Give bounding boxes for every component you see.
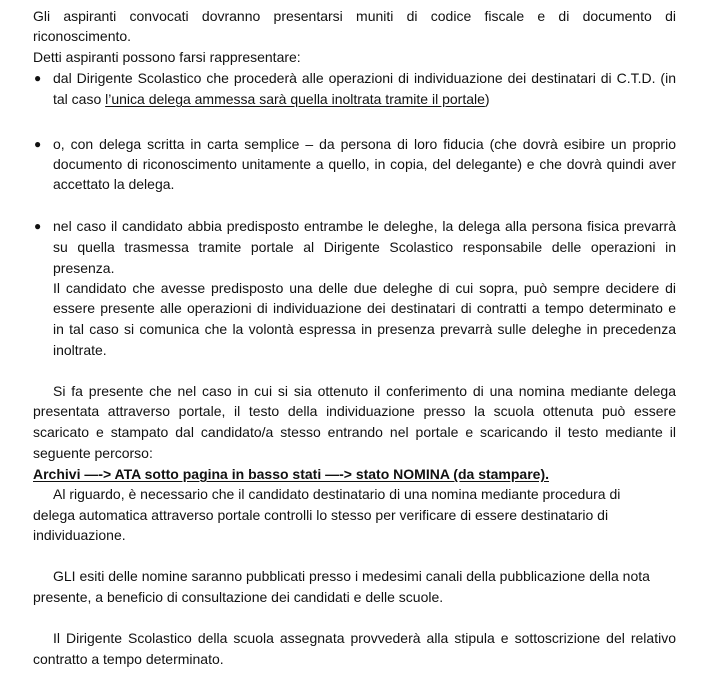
text-line: presente, a beneficio di consultazione dei candidati e delle scuole.	[33, 589, 444, 605]
portal-path: Archivi —-> ATA sotto pagina in basso stati —-> stato NOMINA (da stampare).	[33, 466, 549, 482]
text-line: accettato la delega.	[53, 176, 175, 192]
text-line: essere presente alle operazioni di individuazione dei destinatari di contratti a tempo determinato e	[53, 300, 676, 316]
text-line: o, con delega scritta in carta semplice – da persona di loro fiducia (che dovrà esibire un proprio	[53, 136, 676, 152]
text-line: contratto a tempo determinato.	[33, 651, 224, 667]
bullet-icon: ●	[34, 71, 42, 85]
text-line: Detti aspiranti possono farsi rappresentare:	[33, 49, 301, 65]
text-line: scaricato e stampato dal candidato/a stesso entrando nel portale e scaricando il testo mediante il	[33, 424, 676, 440]
text-line: riconoscimento.	[33, 28, 132, 44]
text-line: Si fa presente che nel caso in cui si sia ottenuto il conferimento di una nomina mediante delega	[53, 383, 676, 399]
text-line: Gli aspiranti convocati dovranno presentarsi muniti di codice fiscale e di documento di	[33, 8, 676, 24]
text-line: dal Dirigente Scolastico che procederà alle operazioni di individuazione dei destinatari di C.T.D. (in	[53, 70, 676, 86]
text-line: Il candidato che avesse predisposto una delle due deleghe di cui sopra, può sempre decidere di	[53, 280, 676, 296]
text-line: su quella trasmessa tramite portale al Dirigente Scolastico responsabile delle operazioni in	[53, 239, 676, 255]
text-line: inoltrate.	[53, 342, 107, 358]
text-line: presenza.	[53, 260, 115, 276]
bullet-icon: ●	[34, 137, 42, 151]
text-line	[53, 89, 490, 109]
text-line: Al riguardo, è necessario che il candidato destinatario di una nomina mediante procedura di	[53, 486, 621, 502]
text-line: presentata attraverso portale, il testo della individuazione presso la scuola ottenuta può essere	[33, 403, 676, 419]
bullet-icon: ●	[34, 219, 42, 233]
text-line: seguente percorso:	[33, 445, 153, 461]
text-line: in tal caso si comunica che la volontà espressa in presenza prevarrà sulle deleghe in precedenza	[53, 321, 676, 337]
text-line: documento di riconoscimento unitamente a quello, in copia, del delegante) e che dovrà quindi aver	[53, 156, 676, 172]
text-line: nel caso il candidato abbia predisposto entrambe le deleghe, la delega alla persona fisica prevarrà	[53, 218, 676, 234]
text-line: GLI esiti delle nomine saranno pubblicati presso i medesimi canali della pubblicazione della nota	[53, 568, 650, 584]
underlined-text: l’unica delega ammessa sarà quella inoltrata tramite il portale	[105, 91, 485, 107]
text-line: delega automatica attraverso portale controlli lo stesso per verificare di essere destinatario di	[33, 507, 609, 523]
text-line: individuazione.	[33, 527, 126, 543]
text-span: )	[484, 91, 490, 107]
text-span: tal caso	[53, 91, 106, 107]
text-line: Il Dirigente Scolastico della scuola assegnata provvederà alla stipula e sottoscrizione del relativo	[53, 630, 676, 646]
